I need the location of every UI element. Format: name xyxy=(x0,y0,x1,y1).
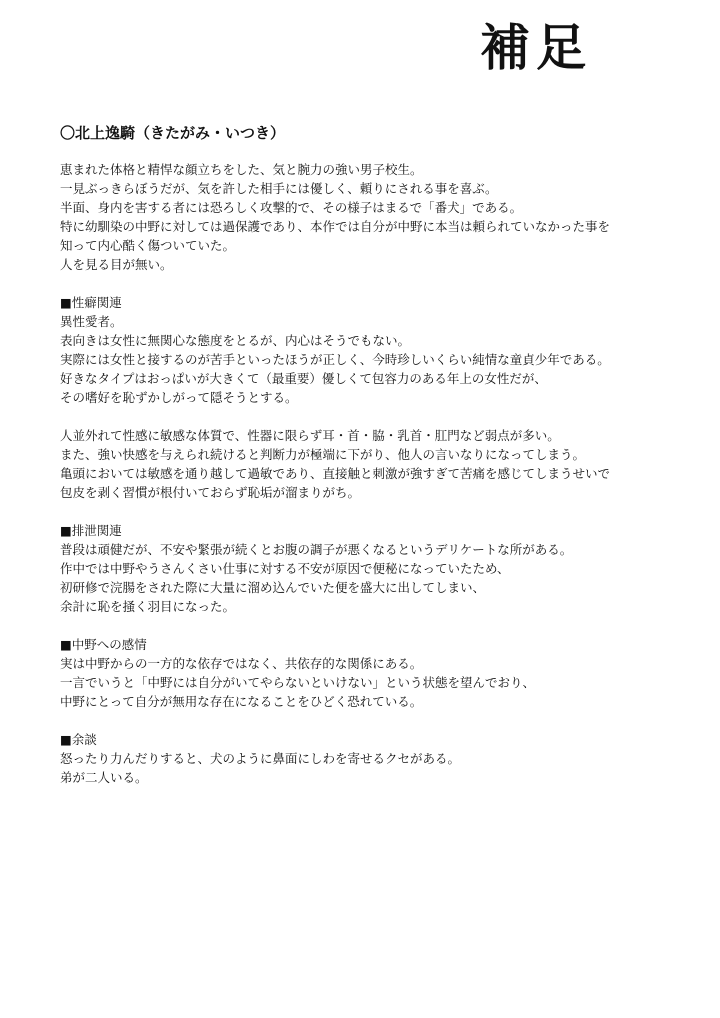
text-line: 包皮を剥く習慣が根付いておらず恥垢が溜まりがち。 xyxy=(60,485,361,500)
text-line: 好きなタイプはおっぱいが大きくて（最重要）優しくて包容力のある年上の女性だが、 xyxy=(60,371,547,386)
text-line: 弟が二人いる。 xyxy=(60,770,148,785)
text-line: 実際には女性と接するのが苦手といったほうが正しく、今時珍しいくらい純情な童貞少年である。 xyxy=(60,352,610,367)
text-line: 怒ったり力んだりすると、犬のように鼻面にしわを寄せるクセがある。 xyxy=(60,751,461,766)
page-title: 補足 xyxy=(480,19,592,77)
text-line: 余計に恥を掻く羽目になった。 xyxy=(60,599,236,614)
text-line: 半面、身内を害する者には恐ろしく攻撃的で、その様子はまるで「番犬」である。 xyxy=(60,200,523,215)
section-haisetsu xyxy=(60,521,680,616)
text-line: 一言でいうと「中野には自分がいてやらないといけない」という状態を望んでおり、 xyxy=(60,675,536,690)
text-line: 亀頭においては敏感を通り越して過敏であり、直接触と刺激が強すぎて苦痛を感じてしまうせいで xyxy=(60,466,611,481)
text-line: その嗜好を恥ずかしがって隠そうとする。 xyxy=(60,390,298,405)
document-body xyxy=(60,122,680,806)
text-line: また、強い快感を与えられ続けると判断力が極端に下がり、他人の言いなりになってしまう。 xyxy=(60,447,586,462)
section-heading: ■余談 xyxy=(60,732,97,747)
text-line: 一見ぶっきらぼうだが、気を許した相手には優しく、頼りにされる事を喜ぶ。 xyxy=(60,181,498,196)
text-line: 作中では中野やうさんくさい仕事に対する不安が原因で便秘になっていたため、 xyxy=(60,561,510,576)
section-heading: ■中野への感情 xyxy=(60,637,147,652)
text-line: 恵まれた体格と精悍な顔立ちをした、気と腕力の強い男子校生。 xyxy=(60,162,423,177)
intro-paragraph xyxy=(60,160,680,274)
text-line: 特に幼馴染の中野に対しては過保護であり、本作では自分が中野に本当は頼られていなかった事を xyxy=(60,219,611,234)
text-line: 普段は頑健だが、不安や緊張が続くとお腹の調子が悪くなるというデリケートな所がある。 xyxy=(60,542,573,557)
character-heading: 〇北上逸騎（きたがみ・いつき） xyxy=(60,124,286,142)
section-yodan xyxy=(60,730,680,787)
section-heading: ■排泄関連 xyxy=(60,523,122,538)
section-nakano xyxy=(60,635,680,711)
text-line: 初研修で浣腸をされた際に大量に溜め込んでいた便を盛大に出してしまい、 xyxy=(60,580,486,595)
section-seiheki xyxy=(60,293,680,407)
text-line: 異性愛者。 xyxy=(60,314,123,329)
text-line: 人並外れて性感に敏感な体質で、性器に限らず耳・首・脇・乳首・肛門など弱点が多い。 xyxy=(60,428,560,443)
text-line: 知って内心酷く傷ついていた。 xyxy=(60,238,236,253)
text-line: 人を見る目が無い。 xyxy=(60,257,173,272)
text-line: 実は中野からの一方的な依存ではなく、共依存的な関係にある。 xyxy=(60,656,423,671)
section-heading: ■性癖関連 xyxy=(60,295,122,310)
text-line: 中野にとって自分が無用な存在になることをひどく恐れている。 xyxy=(60,694,423,709)
section-seiheki-extra xyxy=(60,426,680,502)
text-line: 表向きは女性に無関心な態度をとるが、内心はそうでもない。 xyxy=(60,333,411,348)
